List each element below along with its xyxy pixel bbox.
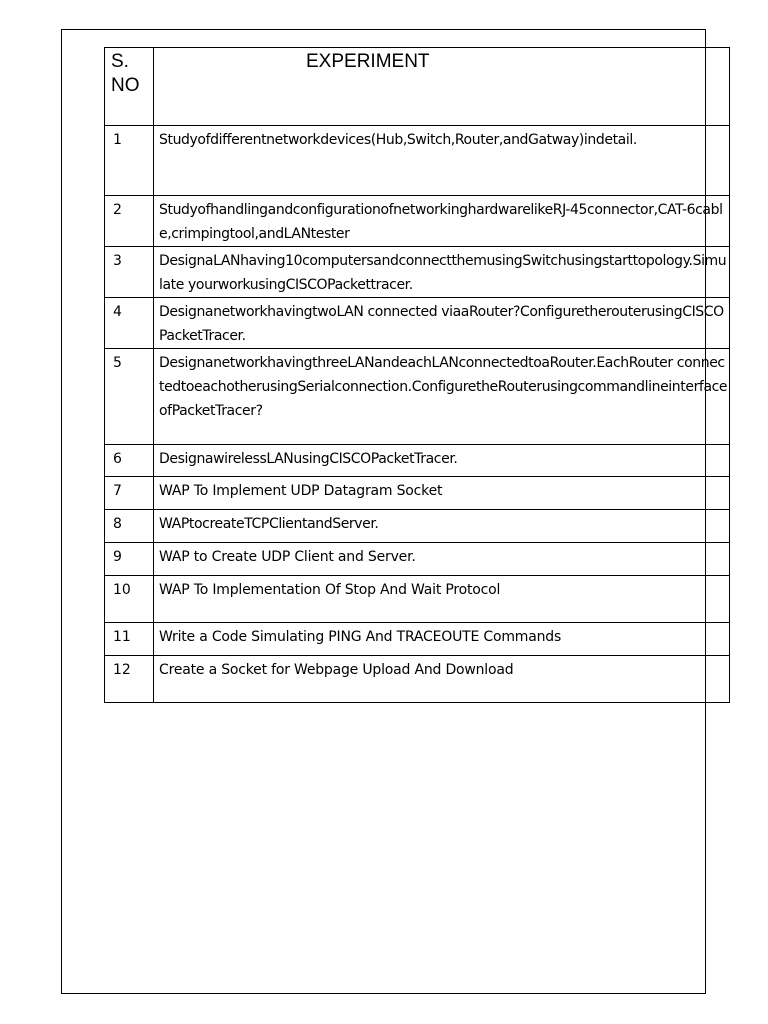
row-number: 2 — [105, 196, 154, 247]
row-number: 8 — [105, 510, 154, 543]
header-sno-label: S. NO — [111, 51, 140, 96]
row-experiment: Create a Socket for Webpage Upload And Download — [154, 656, 730, 703]
table-row — [105, 543, 730, 576]
row-experiment: WAP To Implementation Of Stop And Wait Protocol — [154, 576, 730, 623]
row-experiment: Studyofdifferentnetworkdevices(Hub,Switch,Router,andGatway)indetail. — [154, 126, 730, 196]
table-row — [105, 196, 730, 247]
table-header-row — [105, 48, 730, 126]
row-number: 6 — [105, 445, 154, 477]
row-experiment: StudyofhandlingandconfigurationofnetworkinghardwarelikeRJ-45connector,CAT-6cable,crimpingtool,andLANtester — [154, 196, 730, 247]
row-number: 5 — [105, 349, 154, 445]
table-row — [105, 623, 730, 656]
header-sno — [105, 48, 154, 126]
row-experiment: WAP to Create UDP Client and Server. — [154, 543, 730, 576]
header-experiment-label: EXPERIMENT — [306, 51, 430, 72]
table-row — [105, 656, 730, 703]
row-experiment: DesignawirelessLANusingCISCOPacketTracer. — [154, 445, 730, 477]
table-row — [105, 298, 730, 349]
row-number: 12 — [105, 656, 154, 703]
row-number: 1 — [105, 126, 154, 196]
table-row — [105, 445, 730, 477]
row-number: 4 — [105, 298, 154, 349]
table-row — [105, 247, 730, 298]
table-row — [105, 349, 730, 445]
header-experiment — [154, 48, 730, 126]
experiment-table — [104, 47, 730, 703]
row-experiment: WAPtocreateTCPClientandServer. — [154, 510, 730, 543]
row-number: 9 — [105, 543, 154, 576]
row-experiment: DesignanetworkhavingtwoLAN connected viaaRouter?ConfiguretherouterusingCISCOPacketTracer. — [154, 298, 730, 349]
table-row — [105, 576, 730, 623]
table-row — [105, 510, 730, 543]
row-experiment: DesignanetworkhavingthreeLANandeachLANconnectedtoaRouter.EachRouter connectedtoeachotherusingSerialconnection.ConfiguretheRouterusingcommandlineinterfaceofPacketTracer? — [154, 349, 730, 445]
row-number: 3 — [105, 247, 154, 298]
row-experiment: Write a Code Simulating PING And TRACEOUTE Commands — [154, 623, 730, 656]
row-experiment: DesignaLANhaving10computersandconnectthemusingSwitchusingstarttopology.Simulate yourworkusingCISCOPackettracer. — [154, 247, 730, 298]
table-row — [105, 126, 730, 196]
row-experiment: WAP To Implement UDP Datagram Socket — [154, 477, 730, 510]
row-number: 10 — [105, 576, 154, 623]
row-number: 7 — [105, 477, 154, 510]
table-row — [105, 477, 730, 510]
row-number: 11 — [105, 623, 154, 656]
